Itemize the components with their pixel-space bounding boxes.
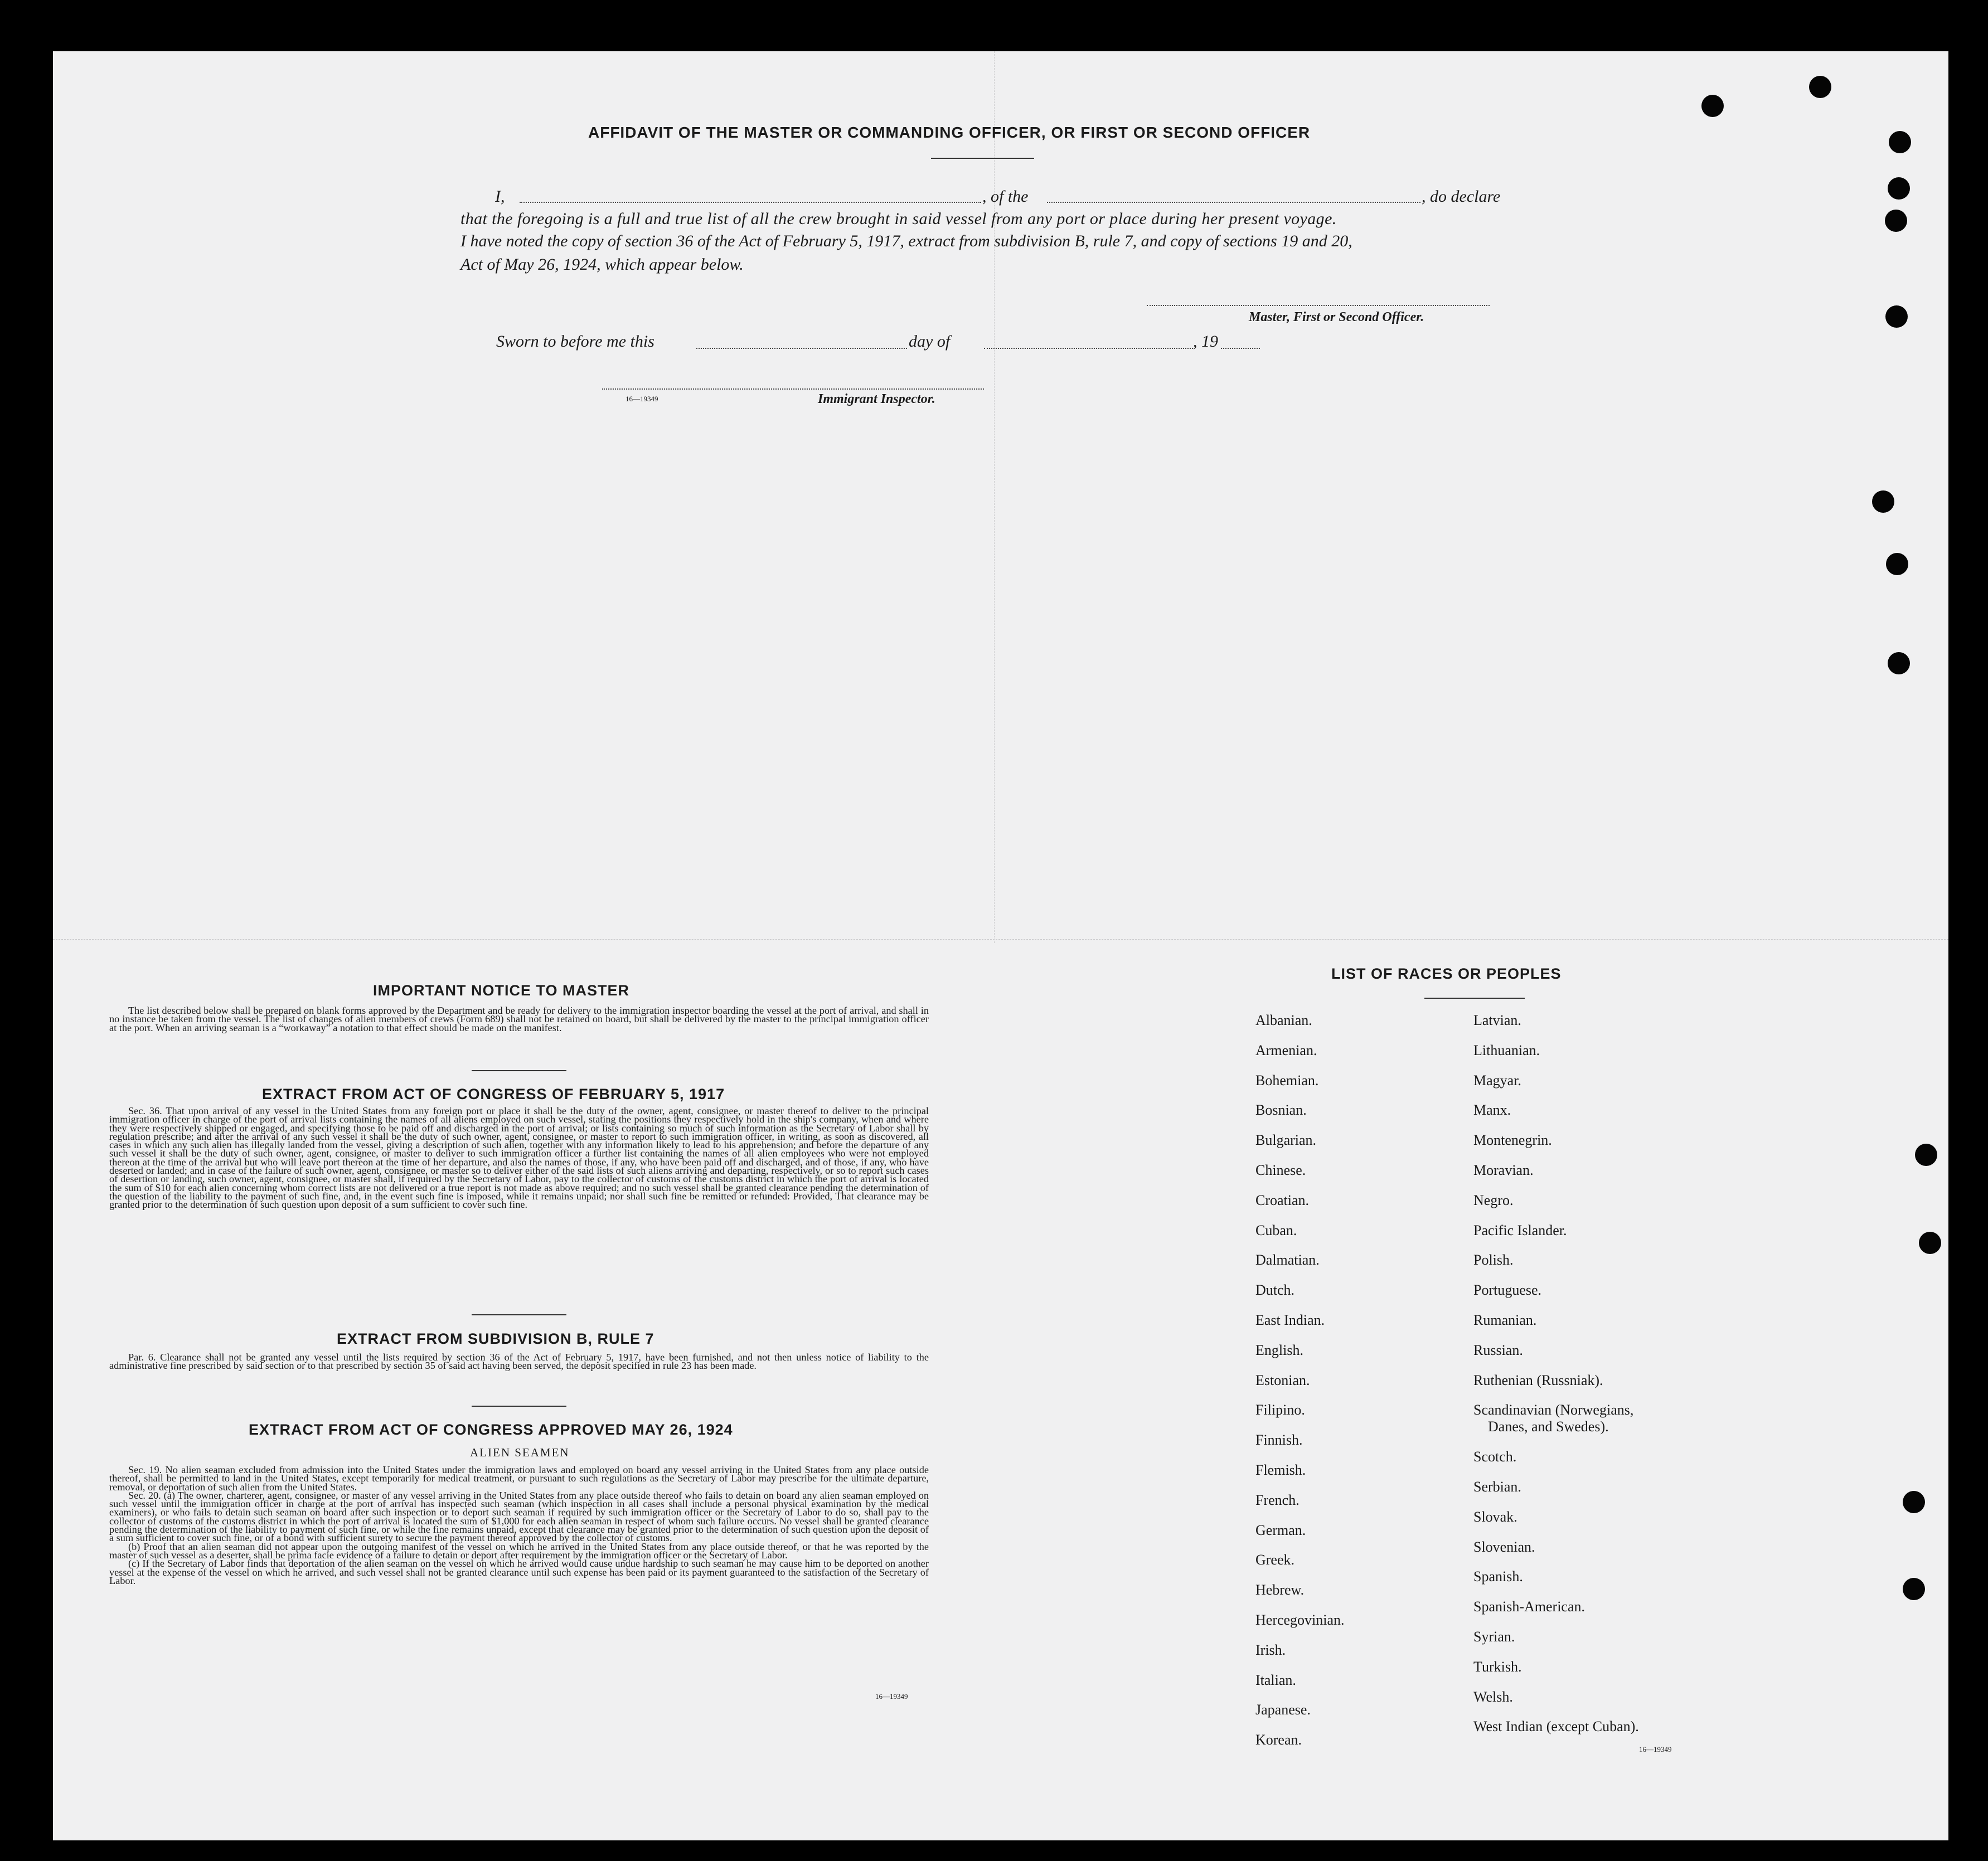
punch-hole	[1885, 210, 1907, 232]
affidavit-line-4: Act of May 26, 1924, which appear below.	[460, 255, 744, 274]
race-item: Turkish.	[1473, 1658, 1522, 1675]
race-item: Serbian.	[1473, 1479, 1521, 1495]
punch-hole	[1919, 1232, 1941, 1254]
notice-paragraph: The list described below shall be prepared on blank forms approved by the Department and be ready for delivery to the immigration inspector boarding the vessel at the port of arrival, and shall in no instance be taken from the vessel. The list of changes of alien members of crews (Form 689) shall not be retained on board, but shall be delivered by the master to the principal immigration officer at the port. When an arriving seaman is a “workaway” a notation to that effect should be made on the manifest.	[109, 1005, 929, 1033]
race-item: German.	[1255, 1522, 1306, 1538]
race-item: Spanish.	[1473, 1568, 1523, 1585]
race-item: Latvian.	[1473, 1012, 1521, 1028]
form-number: 16—19349	[1639, 1745, 1672, 1753]
race-item: Finnish.	[1255, 1432, 1303, 1449]
race-item: Rumanian.	[1473, 1312, 1537, 1328]
race-item: Manx.	[1473, 1102, 1511, 1119]
race-item: Spanish-American.	[1473, 1598, 1585, 1615]
race-item: Dalmatian.	[1255, 1252, 1320, 1269]
punch-hole	[1872, 490, 1894, 513]
race-item: Dutch.	[1255, 1282, 1295, 1299]
vessel-blank	[1047, 202, 1420, 203]
extract-1924-text	[109, 1466, 929, 1585]
race-item: Flemish.	[1255, 1462, 1306, 1478]
race-item: Scandinavian (Norwegians,	[1473, 1402, 1634, 1418]
race-item: East Indian.	[1255, 1312, 1325, 1328]
punch-hole	[1886, 553, 1908, 575]
divider	[1424, 998, 1525, 999]
month-blank	[984, 348, 1193, 349]
year-label: , 19	[1193, 332, 1218, 351]
race-item: Ruthenian (Russniak).	[1473, 1372, 1603, 1388]
race-item: Bulgarian.	[1255, 1132, 1317, 1149]
race-item: English.	[1255, 1342, 1303, 1358]
divider	[472, 1406, 566, 1407]
race-item: Russian.	[1473, 1342, 1523, 1358]
race-item: Cuban.	[1255, 1222, 1297, 1238]
race-item: Negro.	[1473, 1192, 1514, 1208]
extract-1917-title: EXTRACT FROM ACT OF CONGRESS OF FEBRUARY 5, 1917	[262, 1086, 725, 1102]
affidavit-i-label: I,	[495, 187, 505, 206]
race-item: Slovenian.	[1473, 1538, 1535, 1555]
affidavit-line-2: that the foregoing is a full and true list of all the crew brought in said vessel from any port or place during her present voyage.	[460, 210, 1337, 228]
race-item: Croatian.	[1255, 1192, 1310, 1208]
race-item: Greek.	[1255, 1552, 1295, 1568]
rule-7-title: EXTRACT FROM SUBDIVISION B, RULE 7	[337, 1330, 654, 1347]
affidavit-title: AFFIDAVIT OF THE MASTER OR COMMANDING OFFICER, OR FIRST OR SECOND OFFICER	[588, 124, 1311, 141]
fold-crease-vertical	[994, 51, 995, 943]
punch-hole	[1701, 95, 1724, 117]
affidavit-of-label: , of the	[982, 187, 1029, 206]
sworn-label: Sworn to before me this	[496, 332, 654, 351]
section-36-paragraph: Sec. 36. That upon arrival of any vessel in the United States from any foreign port or place it shall be the duty of the owner, agent, consignee, or master thereof to deliver to the principal immigration officer in charge of the port of arrival lists containing the names of all aliens employed on such vessel, stating the positions they respectively hold in the ship's company, when and where they were respectively shipped or engaged, and specifying those to be paid off and discharged in the port of arrival; or lists containing so much of such information as the Secretary of Labor shall by regulation prescribe; and after the arrival of any such vessel it shall be the duty of such owner, agent, consignee, or master to report to such immigration officer, in writing, as soon as discovered, all cases in which any such alien has illegally landed from the vessel, giving a description of such alien, together with any information likely to lead to his apprehension; and before the departure of any such vessel it shall be the duty of such owner, agent, consignee, or master to deliver to such immigration officer a further list containing the names of all alien employees who were not employed thereon at the time of the arrival but who will leave port thereon at the time of her departure, and also the names of those, if any, who have been paid off and discharged, and of those, if any, who have deserted or landed; and in case of the failure of such owner, agent, consignee, or master so to deliver either of the said lists of such aliens arriving and departing, respectively, or so to report such cases of desertion or landing, such owner, agent, consignee, or master shall, if required by the Secretary of Labor, pay to the collector of customs of the customs district in which the port of arrival is located the sum of $10 for each alien concerning whom correct lists are not delivered or a true report is not made as above required; and no such vessel shall be granted clearance pending the determination of the question of the liability to the payment of such fine, and, in the event such fine is imposed, while it remains unpaid; nor shall such fine be remitted or refunded: Provided, That clearance may be granted prior to the determination of such question upon deposit of a sum sufficient to cover such fine.	[109, 1105, 929, 1211]
race-item: Irish.	[1255, 1641, 1286, 1658]
punch-hole	[1915, 1144, 1937, 1166]
divider	[931, 158, 1034, 159]
inspector-signature-line	[602, 388, 984, 390]
race-item: Danes, and Swedes).	[1488, 1418, 1609, 1435]
day-of-label: day of	[909, 332, 951, 351]
section-20c-paragraph: (c) If the Secretary of Labor finds that deportation of the alien seaman on the vessel on which he arrived would cause undue hardship to such seaman he may cause him to be deported on another vessel at the expense of the vessel on which he arrived, and such vessel shall not be granted clearance until such expense has been paid or its payment guaranteed to the satisfaction of the Secretary of Labor.	[109, 1558, 929, 1586]
punch-hole	[1888, 652, 1910, 674]
race-item: Italian.	[1255, 1672, 1296, 1688]
fold-crease-horizontal	[53, 939, 1948, 940]
race-item: Moravian.	[1473, 1162, 1534, 1178]
race-item: Montenegrin.	[1473, 1132, 1552, 1149]
punch-hole	[1885, 305, 1908, 328]
race-item: Filipino.	[1255, 1402, 1305, 1418]
race-item: Bosnian.	[1255, 1102, 1307, 1119]
affidavit-line-3: I have noted the copy of section 36 of the Act of February 5, 1917, extract from subdivision B, rule 7, and copy of sections 19 and 20,	[460, 232, 1352, 250]
race-item: Japanese.	[1255, 1702, 1311, 1718]
divider	[472, 1070, 566, 1071]
races-title: LIST OF RACES OR PEOPLES	[1331, 965, 1562, 982]
punch-hole	[1903, 1491, 1925, 1513]
race-item: Chinese.	[1255, 1162, 1306, 1178]
race-item: Welsh.	[1473, 1688, 1513, 1705]
notice-text	[109, 1007, 929, 1032]
race-item: Estonian.	[1255, 1372, 1310, 1388]
form-number: 16—19349	[626, 395, 658, 403]
race-item: Lithuanian.	[1473, 1042, 1540, 1058]
race-item: Hebrew.	[1255, 1582, 1305, 1598]
race-item: Syrian.	[1473, 1629, 1515, 1645]
punch-hole	[1889, 131, 1911, 153]
year-blank	[1221, 348, 1260, 349]
race-item: Slovak.	[1473, 1508, 1517, 1525]
sworn-day-blank	[696, 348, 907, 349]
race-item: Hercegovinian.	[1255, 1612, 1345, 1628]
punch-hole	[1809, 76, 1831, 98]
extract-1924-title: EXTRACT FROM ACT OF CONGRESS APPROVED MAY 26, 1924	[249, 1421, 733, 1438]
punch-hole	[1888, 177, 1910, 200]
section-19-paragraph: Sec. 19. No alien seaman excluded from admission into the United States under the immigration laws and employed on board any vessel arriving in the United States from any place outside thereof, shall be permitted to land in the United States, except temporarily for medical treatment, or pursuant to such regulations as the Secretary of Labor may prescribe for the ultimate departure, removal, or deportation of such alien from the United States.	[109, 1464, 929, 1493]
divider	[472, 1314, 566, 1315]
race-item: Portuguese.	[1473, 1282, 1542, 1299]
punch-hole	[1903, 1578, 1925, 1600]
alien-seamen-subtitle: ALIEN SEAMEN	[470, 1446, 570, 1459]
master-signature-label: Master, First or Second Officer.	[1249, 310, 1424, 324]
race-item: Armenian.	[1255, 1042, 1317, 1058]
master-signature-line	[1147, 305, 1490, 306]
race-item: French.	[1255, 1491, 1300, 1508]
affidavit-declare-label: , do declare	[1422, 187, 1501, 206]
inspector-signature-label: Immigrant Inspector.	[818, 392, 935, 406]
paragraph-6: Par. 6. Clearance shall not be granted any vessel until the lists required by section 36 of the Act of February 5, 1917, have been furnished, and not then unless notice of liability to the administrative fine prescribed by said section or to that prescribed by section 35 of said act having been served, the deposit specified in rule 23 has been made.	[109, 1352, 929, 1372]
section-20a-paragraph: Sec. 20. (a) The owner, charterer, agent, consignee, or master of any vessel arriving in the United States from any place outside thereof who fails to detain on board any alien seaman employed on such vessel until the immigration officer in charge at the port of arrival has inspected such seaman (which inspection in all cases shall include a personal physical examination by the medical examiners), or who fails to detain such seaman on board after such inspection or to deport such seaman if required by such immigration officer or the Secretary of Labor to do so, shall pay to the collector of customs of the customs district in which the port of arrival is located the sum of $1,000 for each alien seaman in respect of whom such failure occurs. No vessel shall be granted clearance pending the determination of the liability to payment of such fine, or while the fine remains unpaid, except that clearance may be granted prior to the determination of such question upon the deposit of a sum sufficient to cover such fine, or of a bond with sufficient surety to secure the payment thereof approved by the collector of customs.	[109, 1489, 929, 1544]
section-20b-paragraph: (b) Proof that an alien seaman did not appear upon the outgoing manifest of the vessel on which he arrived in the United States from any place outside thereof, or that he was reported by the master of such vessel as a deserter, shall be prima facie evidence of a failure to detain or deport after requirement by the immigration officer or the Secretary of Labor.	[109, 1541, 929, 1561]
race-item: Scotch.	[1473, 1449, 1517, 1465]
race-item: Albanian.	[1255, 1012, 1312, 1028]
race-item: West Indian (except Cuban).	[1473, 1718, 1639, 1735]
race-item: Pacific Islander.	[1473, 1222, 1567, 1238]
notice-title: IMPORTANT NOTICE TO MASTER	[373, 982, 629, 999]
rule-7-text	[109, 1353, 929, 1371]
name-blank	[520, 202, 981, 203]
race-item: Korean.	[1255, 1732, 1302, 1748]
race-item: Polish.	[1473, 1252, 1514, 1269]
race-item: Magyar.	[1473, 1072, 1521, 1089]
extract-1917-text	[109, 1107, 929, 1209]
race-item: Bohemian.	[1255, 1072, 1319, 1089]
form-number: 16—19349	[875, 1692, 908, 1700]
